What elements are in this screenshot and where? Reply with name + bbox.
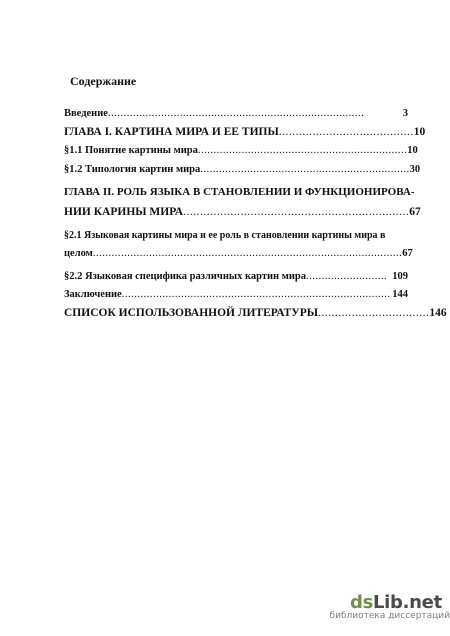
toc-leader-dots: ................................. [318, 307, 430, 319]
toc-entry-chapter-2[interactable] [64, 182, 421, 222]
watermark-tagline: библиотека диссертаций [329, 611, 450, 621]
toc-entry-section-1-1[interactable] [64, 145, 418, 156]
toc-entry-references[interactable] [64, 307, 447, 319]
watermark-brand-right: Lib.net [373, 592, 442, 613]
toc-page-number: 109 [392, 271, 408, 282]
toc-entry-section-2-1[interactable] [64, 227, 413, 263]
toc-entry-title: §2.2 Языковая специфика различных картин мира [64, 271, 306, 282]
toc-page-number: 146 [429, 307, 447, 319]
toc-leader-dots: ................................................................... [183, 206, 410, 218]
toc-entry-title: §2.1 Языковая картины мира и ее роль в становлении картины мира в [64, 230, 386, 241]
toc-leader-dots: ................................................................... [200, 164, 410, 175]
toc-entry-title: §1.2 Типология картин мира [64, 164, 201, 175]
toc-leader-dots: ................................................................................................... [92, 248, 403, 259]
toc-entry-title: ГЛАВА I. КАРТИНА МИРА И ЕЕ ТИПЫ [64, 126, 279, 138]
toc-page-number: 10 [407, 145, 418, 156]
toc-entry-title: §1.1 Понятие картины мира [64, 145, 198, 156]
watermark-logo [350, 592, 450, 613]
toc-leader-dots: ...................................................................................... [121, 289, 391, 300]
toc-page-number: 144 [392, 289, 408, 300]
toc-entry-title: ГЛАВА II. РОЛЬ ЯЗЫКА В СТАНОВЛЕНИИ И ФУНКЦИОНИРОВА- [64, 186, 415, 198]
toc-entry-conclusion[interactable] [64, 289, 408, 300]
toc-entry-title: Введение [64, 108, 108, 119]
toc-entry-chapter-1[interactable] [64, 126, 426, 138]
toc-entry-introduction[interactable] [64, 108, 408, 119]
toc-entry-title: Заключение [64, 289, 122, 300]
toc-entry-section-2-2[interactable] [64, 271, 408, 282]
toc-entry-title-continued: целом [64, 248, 93, 259]
toc-entry-title-continued: НИИ КАРИНЫ МИРА [64, 206, 184, 218]
toc-entry-title: СПИСОК ИСПОЛЬЗОВАННОЙ ЛИТЕРАТУРЫ [64, 307, 319, 319]
dslib-watermark [329, 592, 450, 621]
toc-page-number: 30 [409, 164, 421, 175]
toc-page-number: 67 [402, 248, 413, 259]
toc-entry-section-1-2[interactable] [64, 164, 421, 175]
toc-page-number: 67 [409, 206, 421, 218]
toc-leader-dots: ........................................ [278, 126, 414, 138]
toc-leader-dots: .................................................................................. [107, 108, 365, 119]
page-title: Содержание [70, 74, 137, 88]
watermark-brand-left: ds [350, 592, 373, 613]
toc-page-number: 3 [402, 108, 408, 119]
toc-leader-dots: .......................... [306, 271, 388, 282]
toc-leader-dots: ................................................................... [197, 145, 408, 156]
toc-page-number: 10 [413, 126, 426, 138]
table-of-contents [64, 108, 447, 319]
